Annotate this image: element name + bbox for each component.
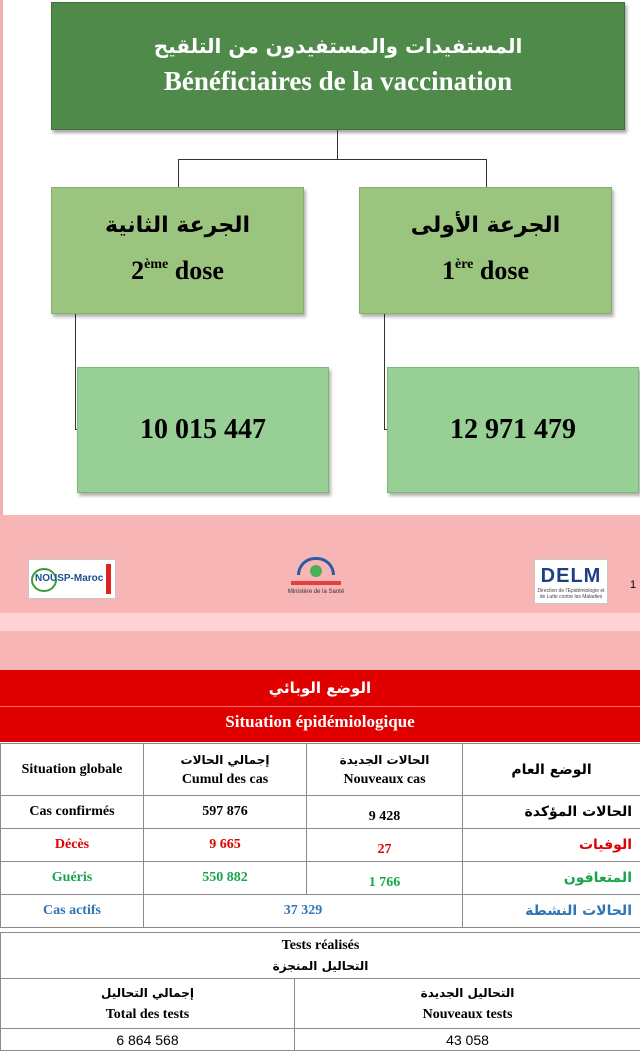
tests-total-ar: إجمالي التحاليل <box>101 985 194 1000</box>
row-new: 1 766 <box>307 862 463 895</box>
vaccination-title-box <box>51 2 625 130</box>
table-row <box>1 829 640 862</box>
col-cumul-ar: إجمالي الحالات <box>180 752 270 767</box>
nousp-stripe-icon <box>106 564 111 594</box>
ministry-dot-icon <box>310 565 322 577</box>
tests-total-header <box>1 979 295 1029</box>
situation-header <box>0 670 640 742</box>
tests-new-value: 43 058 <box>295 1029 640 1051</box>
vaccination-panel <box>0 0 640 515</box>
row-label-ar: الوفيات <box>463 829 640 862</box>
nousp-logo <box>28 559 116 599</box>
tests-title <box>1 933 640 979</box>
row-cumul: 9 665 <box>144 829 307 862</box>
situation-header-ar: الوضع الوبائي <box>268 679 372 697</box>
col-new-ar: الحالات الجديدة <box>339 752 430 767</box>
col-cumul <box>144 744 307 796</box>
connector-line <box>384 314 385 429</box>
dose2-count: 10 015 447 <box>140 414 266 445</box>
active-label-ar: الحالات النشطة <box>463 895 640 928</box>
active-value: 37 329 <box>144 895 463 928</box>
ministry-logo <box>287 555 345 605</box>
dose2-superscript: ème <box>144 256 169 272</box>
row-label-fr: Guéris <box>1 862 144 895</box>
row-new: 27 <box>307 829 463 862</box>
connector-line <box>337 130 338 160</box>
table-row <box>1 862 640 895</box>
delm-logo <box>534 559 608 604</box>
dose1-superscript: ère <box>454 256 474 272</box>
row-new: 9 428 <box>307 796 463 829</box>
tests-title-ar: التحاليل المنجزة <box>272 958 369 973</box>
situation-header-row <box>1 744 640 796</box>
dose1-count: 12 971 479 <box>450 414 576 445</box>
col-new <box>307 744 463 796</box>
tests-new-ar: التحاليل الجديدة <box>420 985 515 1000</box>
row-cumul: 597 876 <box>144 796 307 829</box>
connector-line <box>75 314 76 429</box>
tests-header-row <box>1 979 640 1029</box>
band-separator <box>0 613 640 631</box>
tests-title-fr: Tests réalisés <box>281 937 360 953</box>
col-global-ar: الوضع العام <box>463 744 640 796</box>
dose2-label-fr <box>131 243 224 293</box>
tests-new-header <box>295 979 640 1029</box>
row-label-fr: Cas confirmés <box>1 796 144 829</box>
page-number: 1 <box>630 579 637 591</box>
dose2-count-box <box>77 367 329 493</box>
situation-table <box>0 743 640 928</box>
ministry-logo-text: Ministère de la Santé <box>287 589 345 595</box>
tests-table <box>0 932 640 1051</box>
dose2-box <box>51 187 304 314</box>
connector-line <box>178 159 179 187</box>
delm-logo-text: DELM <box>540 565 602 587</box>
dose2-label-ar: الجرعة الثانية <box>105 212 250 238</box>
dose1-label-fr <box>442 243 529 293</box>
tests-total-value: 6 864 568 <box>1 1029 295 1051</box>
col-new-fr: Nouveaux cas <box>343 771 426 787</box>
situation-header-fr: Situation épidémiologique <box>0 706 640 737</box>
table-row <box>1 796 640 829</box>
connector-line <box>486 159 487 187</box>
dose1-label-ar: الجرعة الأولى <box>410 212 561 238</box>
connector-line <box>178 159 486 160</box>
col-cumul-fr: Cumul des cas <box>181 771 269 787</box>
dose2-word: dose <box>168 255 224 285</box>
vaccination-title-fr: Bénéficiaires de la vaccination <box>163 66 513 96</box>
dose1-word: dose <box>473 255 529 285</box>
active-label-fr: Cas actifs <box>1 895 144 928</box>
ministry-bar-icon <box>291 581 341 585</box>
nousp-logo-text: NOUSP-Maroc <box>35 573 104 584</box>
dose1-number: 1 <box>441 255 455 285</box>
tests-title-row <box>1 933 640 979</box>
row-label-ar: الحالات المؤكدة <box>463 796 640 829</box>
row-cumul: 550 882 <box>144 862 307 895</box>
row-label-ar: المتعافون <box>463 862 640 895</box>
dose2-number: 2 <box>131 255 145 285</box>
delm-logo-subtext: Direction de l'Epidémiologie et de Lutte contre les Maladies <box>537 588 605 600</box>
col-global-fr: Situation globale <box>1 744 144 796</box>
vaccination-title-ar: المستفيدات والمستفيدون من التلقيح <box>153 34 523 58</box>
tests-value-row <box>1 1029 640 1051</box>
row-label-fr: Décès <box>1 829 144 862</box>
table-row <box>1 895 640 928</box>
tests-total-fr: Total des tests <box>105 1006 190 1022</box>
dose1-box <box>359 187 612 314</box>
logo-band <box>0 515 640 670</box>
tests-new-fr: Nouveaux tests <box>422 1006 513 1022</box>
dose1-count-box <box>387 367 639 493</box>
